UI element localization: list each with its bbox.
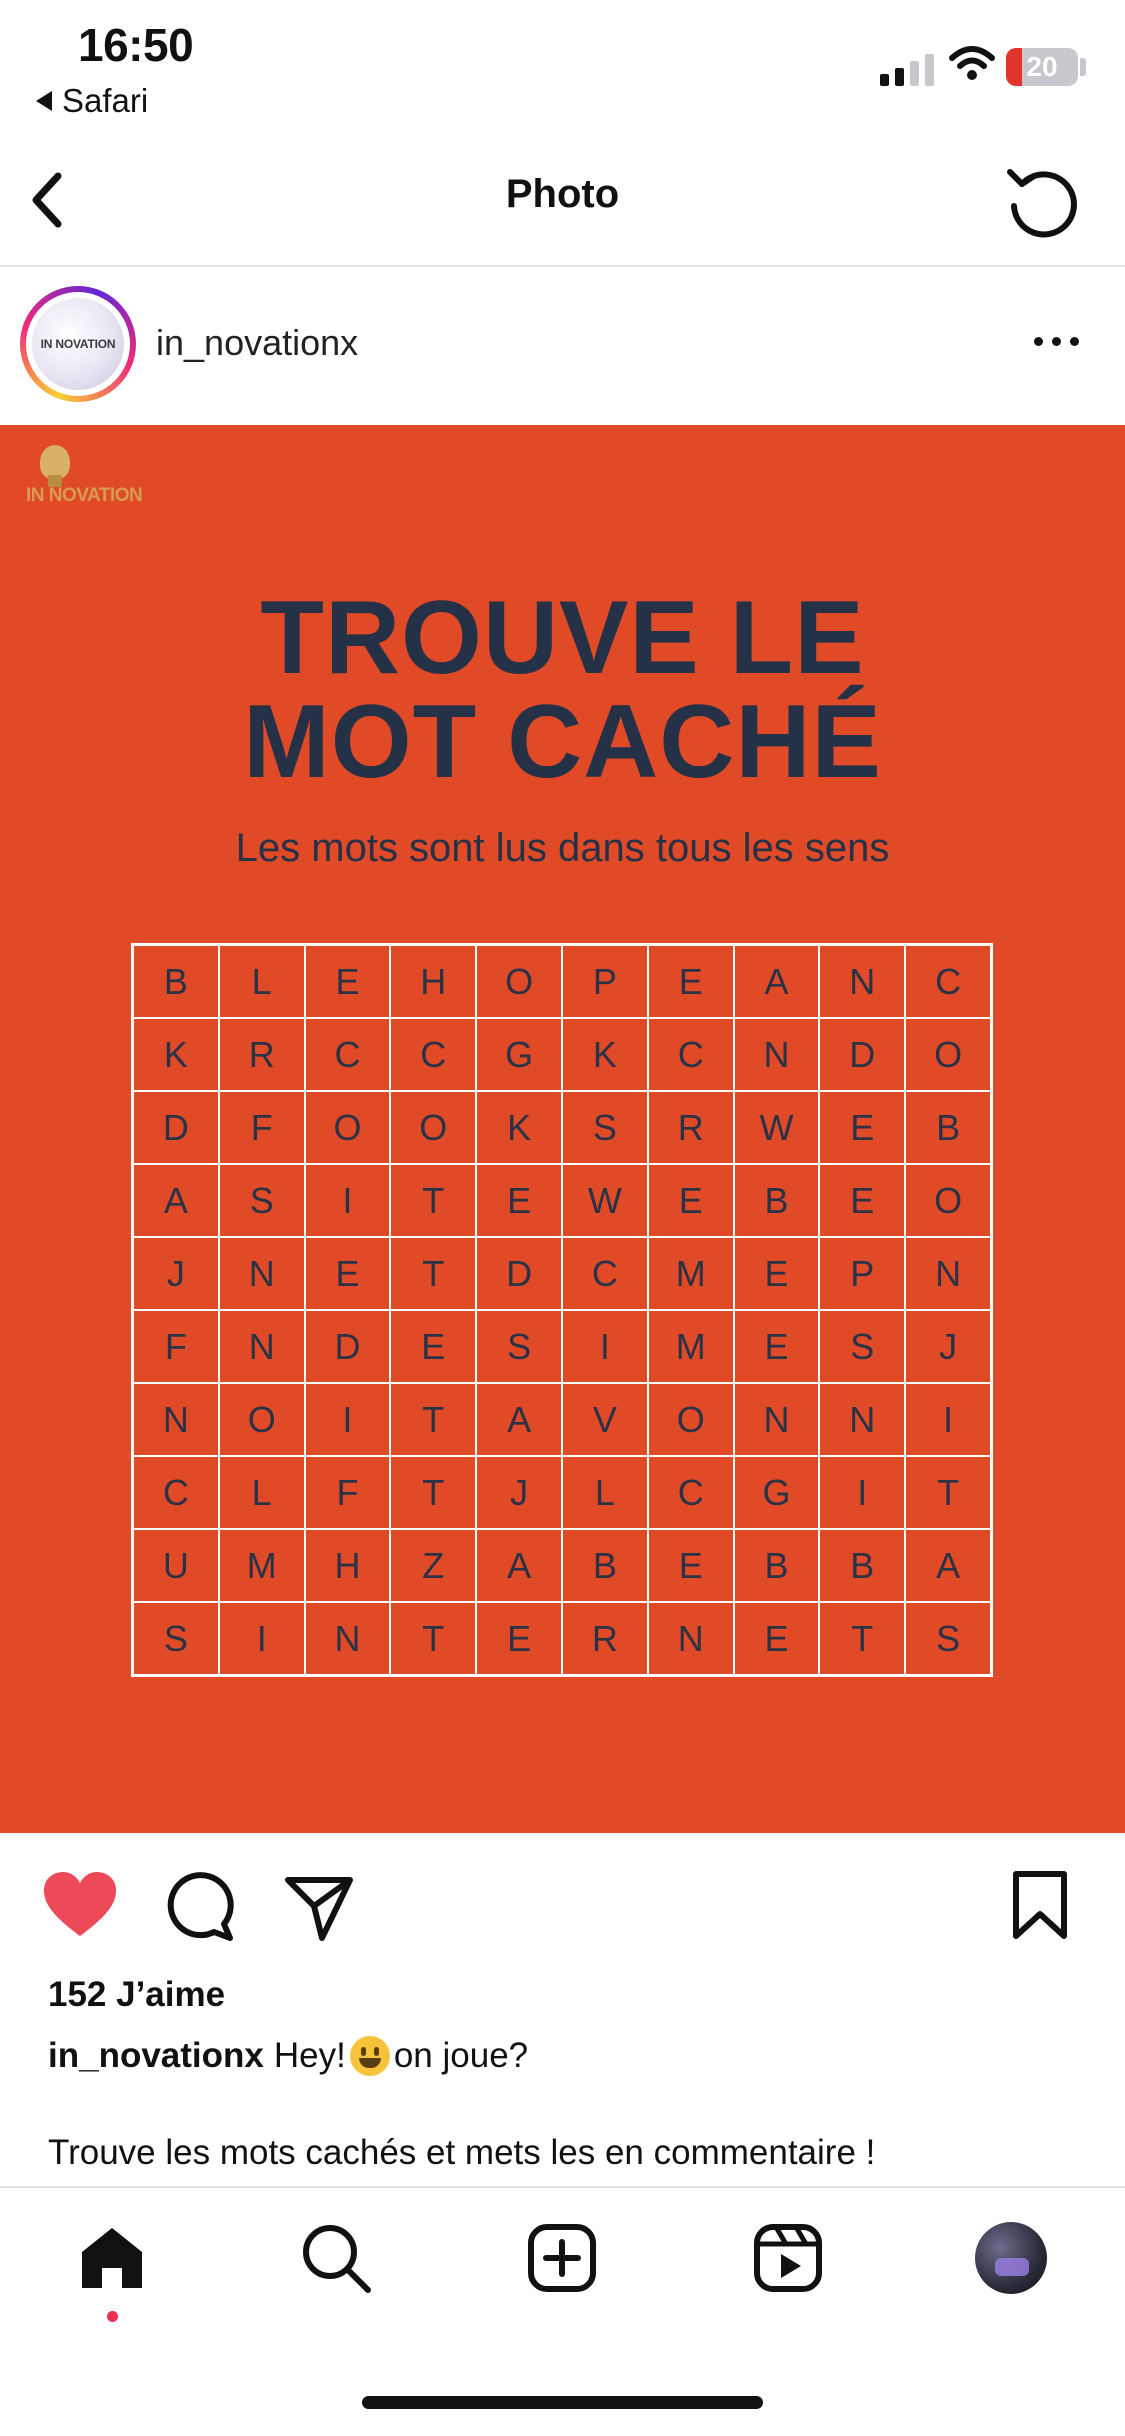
search-icon[interactable]: [300, 2222, 372, 2294]
post-username[interactable]: in_novationx: [156, 322, 359, 363]
grid-cell: R: [562, 1602, 648, 1675]
grid-cell: P: [562, 945, 648, 1018]
grid-cell: L: [219, 945, 305, 1018]
grid-cell: S: [476, 1310, 562, 1383]
grid-cell: T: [905, 1456, 991, 1529]
grid-cell: C: [390, 1018, 476, 1091]
grid-cell: B: [133, 945, 219, 1018]
grid-cell: E: [305, 945, 391, 1018]
grid-cell: E: [476, 1602, 562, 1675]
grid-cell: I: [305, 1383, 391, 1456]
grid-cell: J: [905, 1310, 991, 1383]
grid-cell: J: [133, 1237, 219, 1310]
grid-cell: I: [305, 1164, 391, 1237]
profile-avatar[interactable]: [975, 2222, 1047, 2294]
heart-icon[interactable]: [40, 1870, 120, 1942]
grid-cell: T: [390, 1164, 476, 1237]
grid-cell: I: [562, 1310, 648, 1383]
puzzle-subtitle: Les mots sont lus dans tous les sens: [235, 826, 890, 870]
caption-username[interactable]: in_novationx: [48, 2036, 264, 2075]
smiley-emoji-icon: [350, 2036, 390, 2076]
grid-cell: N: [734, 1018, 820, 1091]
grid-cell: O: [390, 1091, 476, 1164]
header-divider: [0, 265, 1125, 267]
grid-cell: O: [219, 1383, 305, 1456]
grid-cell: L: [562, 1456, 648, 1529]
brand-name: IN NOVATION: [26, 485, 143, 506]
grid-cell: E: [819, 1091, 905, 1164]
back-app-label: Safari: [62, 82, 149, 119]
battery-nub: [1080, 58, 1086, 76]
grid-cell: D: [305, 1310, 391, 1383]
grid-cell: S: [562, 1091, 648, 1164]
grid-cell: U: [133, 1529, 219, 1602]
grid-cell: M: [648, 1237, 734, 1310]
send-icon[interactable]: [282, 1870, 356, 1944]
headline-line-2: MOT CACHÉ: [243, 684, 882, 800]
grid-cell: M: [219, 1529, 305, 1602]
grid-cell: C: [648, 1018, 734, 1091]
grid-cell: E: [734, 1602, 820, 1675]
grid-cell: N: [648, 1602, 734, 1675]
grid-cell: O: [905, 1164, 991, 1237]
grid-cell: N: [734, 1383, 820, 1456]
comment-icon[interactable]: [162, 1870, 236, 1944]
grid-cell: J: [476, 1456, 562, 1529]
grid-cell: E: [819, 1164, 905, 1237]
grid-cell: E: [476, 1164, 562, 1237]
grid-cell: E: [648, 945, 734, 1018]
back-to-safari[interactable]: [36, 82, 148, 120]
reels-icon[interactable]: [752, 2222, 824, 2294]
grid-cell: W: [562, 1164, 648, 1237]
grid-cell: T: [390, 1237, 476, 1310]
lightbulb-icon: [40, 445, 70, 479]
grid-cell: N: [819, 945, 905, 1018]
grid-cell: A: [476, 1529, 562, 1602]
grid-cell: I: [905, 1383, 991, 1456]
grid-cell: A: [905, 1529, 991, 1602]
grid-cell: F: [305, 1456, 391, 1529]
grid-cell: R: [648, 1091, 734, 1164]
grid-cell: N: [133, 1383, 219, 1456]
page-title: Photo: [505, 172, 620, 216]
grid-cell: M: [648, 1310, 734, 1383]
grid-cell: Z: [390, 1529, 476, 1602]
grid-cell: C: [305, 1018, 391, 1091]
home-icon[interactable]: [76, 2222, 148, 2294]
battery-level: 20: [1026, 51, 1058, 82]
grid-cell: G: [476, 1018, 562, 1091]
caption-text-after: on joue?: [393, 2036, 529, 2075]
grid-cell: P: [819, 1237, 905, 1310]
grid-cell: E: [648, 1529, 734, 1602]
grid-cell: W: [734, 1091, 820, 1164]
grid-cell: F: [219, 1091, 305, 1164]
grid-cell: K: [562, 1018, 648, 1091]
grid-cell: K: [133, 1018, 219, 1091]
likes-count[interactable]: 152 J’aime: [48, 1975, 226, 2014]
grid-cell: I: [219, 1602, 305, 1675]
avatar-label: IN NOVATION: [40, 337, 116, 351]
headline-line-1: TROUVE LE: [260, 580, 865, 696]
grid-cell: C: [133, 1456, 219, 1529]
grid-cell: N: [219, 1310, 305, 1383]
grid-cell: S: [219, 1164, 305, 1237]
grid-cell: E: [390, 1310, 476, 1383]
battery-icon: [1006, 48, 1078, 86]
grid-cell: O: [648, 1383, 734, 1456]
grid-cell: C: [648, 1456, 734, 1529]
grid-cell: S: [905, 1602, 991, 1675]
home-active-dot: [107, 2311, 118, 2322]
refresh-icon[interactable]: [1000, 158, 1084, 242]
grid-cell: N: [905, 1237, 991, 1310]
grid-cell: O: [905, 1018, 991, 1091]
grid-cell: B: [819, 1529, 905, 1602]
grid-cell: N: [819, 1383, 905, 1456]
home-indicator[interactable]: [362, 2396, 763, 2409]
grid-cell: C: [905, 945, 991, 1018]
grid-cell: D: [819, 1018, 905, 1091]
grid-cell: D: [133, 1091, 219, 1164]
grid-cell: A: [133, 1164, 219, 1237]
caption-text-before: Hey!: [273, 2036, 346, 2075]
grid-cell: H: [390, 945, 476, 1018]
tabbar-divider: [0, 2186, 1125, 2188]
grid-cell: O: [305, 1091, 391, 1164]
grid-cell: A: [476, 1383, 562, 1456]
avatar[interactable]: [32, 298, 124, 390]
grid-cell: S: [819, 1310, 905, 1383]
back-triangle-icon: [36, 91, 52, 111]
grid-cell: V: [562, 1383, 648, 1456]
grid-cell: B: [734, 1164, 820, 1237]
caption-line-2: Trouve les mots cachés et mets les en commentaire !: [48, 2133, 876, 2172]
word-search-grid: [131, 943, 993, 1677]
bookmark-icon[interactable]: [1008, 1868, 1072, 1942]
grid-cell: B: [734, 1529, 820, 1602]
grid-cell: N: [305, 1602, 391, 1675]
grid-cell: E: [734, 1310, 820, 1383]
more-options-icon[interactable]: [1034, 337, 1079, 346]
grid-cell: E: [648, 1164, 734, 1237]
caption: [48, 2036, 528, 2076]
grid-cell: B: [562, 1529, 648, 1602]
create-icon[interactable]: [526, 2222, 598, 2294]
grid-cell: C: [562, 1237, 648, 1310]
grid-cell: D: [476, 1237, 562, 1310]
grid-cell: E: [734, 1237, 820, 1310]
grid-cell: G: [734, 1456, 820, 1529]
brand-logo: [26, 445, 186, 515]
grid-cell: I: [819, 1456, 905, 1529]
grid-cell: T: [390, 1456, 476, 1529]
grid-cell: T: [390, 1383, 476, 1456]
signal-icon: [880, 52, 934, 86]
grid-cell: T: [390, 1602, 476, 1675]
grid-cell: L: [219, 1456, 305, 1529]
grid-cell: K: [476, 1091, 562, 1164]
grid-cell: N: [219, 1237, 305, 1310]
grid-cell: A: [734, 945, 820, 1018]
wifi-icon: [948, 44, 996, 84]
grid-cell: E: [305, 1237, 391, 1310]
grid-cell: T: [819, 1602, 905, 1675]
grid-cell: S: [133, 1602, 219, 1675]
grid-cell: H: [305, 1529, 391, 1602]
grid-cell: R: [219, 1018, 305, 1091]
status-time: 16:50: [78, 19, 194, 71]
grid-cell: F: [133, 1310, 219, 1383]
grid-cell: O: [476, 945, 562, 1018]
grid-cell: B: [905, 1091, 991, 1164]
